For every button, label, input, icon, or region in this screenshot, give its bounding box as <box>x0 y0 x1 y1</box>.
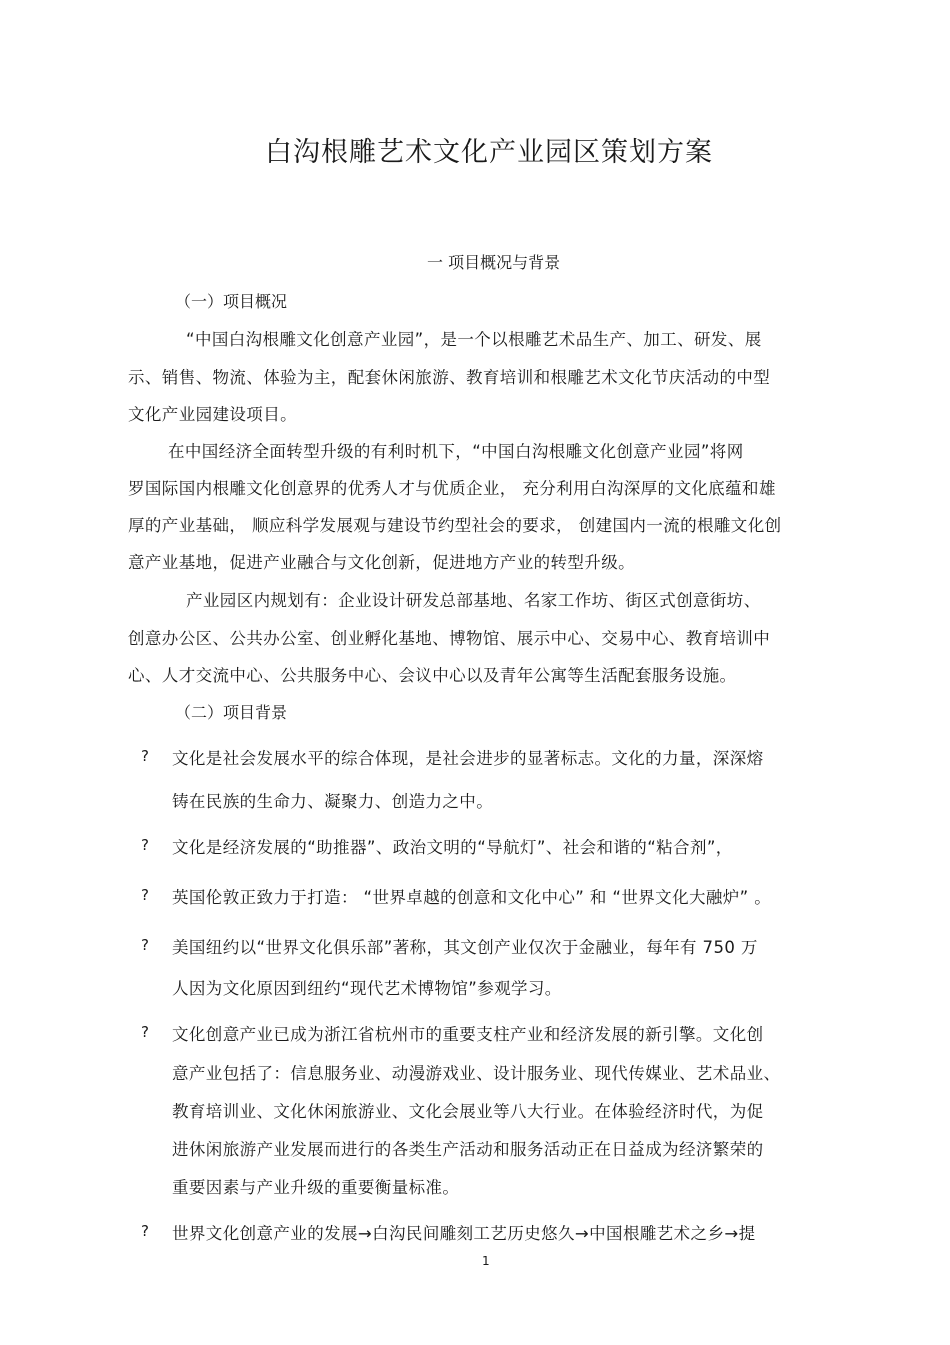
list-item-line: 铸在民族的生命力、凝聚力、创造力之中。 <box>172 792 494 811</box>
bullet-marker: ? <box>141 1023 149 1041</box>
paragraph-line: “中国白沟根雕文化创意产业园”，是一个以根雕艺术品生产、加工、研发、展 <box>186 330 762 349</box>
list-item-line: 进休闲旅游产业发展而进行的各类生产活动和服务活动正在日益成为经济繁荣的 <box>172 1140 764 1159</box>
subsection-heading-background: （二）项目背景 <box>175 703 288 722</box>
list-item-line: 世界文化创意产业的发展→白沟民间雕刻工艺历史悠久→中国根雕艺术之乡→提 <box>172 1224 756 1243</box>
list-item-line: 人因为文化原因到纽约“现代艺术博物馆”参观学习。 <box>172 979 562 998</box>
paragraph-line: 罗国际国内根雕文化创意界的优秀人才与优质企业， 充分利用白沟深厚的文化底蕴和雄 <box>128 479 776 498</box>
paragraph-line: 文化产业园建设项目。 <box>128 405 297 424</box>
list-item-line: 文化是社会发展水平的综合体现，是社会进步的显著标志。文化的力量，深深熔 <box>172 749 764 768</box>
paragraph-line: 意产业基地，促进产业融合与文化创新，促进地方产业的转型升级。 <box>128 553 635 572</box>
bullet-marker: ? <box>141 836 149 854</box>
list-item-line: 意产业包括了：信息服务业、动漫游戏业、设计服务业、现代传媒业、艺术品业、 <box>172 1064 781 1083</box>
paragraph-line: 产业园区内规划有：企业设计研发总部基地、名家工作坊、街区式创意街坊、 <box>186 591 761 610</box>
paragraph-line: 心、人才交流中心、公共服务中心、会议中心以及青年公寓等生活配套服务设施。 <box>128 666 737 685</box>
paragraph-line: 示、销售、物流、体验为主，配套休闲旅游、教育培训和根雕艺术文化节庆活动的中型 <box>128 368 771 387</box>
subsection-heading-overview: （一）项目概况 <box>175 292 288 311</box>
document-title: 白沟根雕艺术文化产业园区策划方案 <box>265 137 713 168</box>
section-heading: 一 项目概况与背景 <box>427 253 561 272</box>
list-item-line: 重要因素与产业升级的重要衡量标准。 <box>172 1178 460 1197</box>
paragraph-line: 厚的产业基础， 顺应科学发展观与建设节约型社会的要求， 创建国内一流的根雕文化创 <box>128 516 782 535</box>
list-item-line: 文化创意产业已成为浙江省杭州市的重要支柱产业和经济发展的新引擎。文化创 <box>172 1025 764 1044</box>
paragraph-line: 创意办公区、公共办公室、创业孵化基地、博物馆、展示中心、交易中心、教育培训中 <box>128 629 771 648</box>
list-item-line: 英国伦敦正致力于打造： “世界卓越的创意和文化中心” 和 “世界文化大融炉” 。 <box>172 888 772 907</box>
bullet-marker: ? <box>141 886 149 904</box>
bullet-marker: ? <box>141 1222 149 1240</box>
bullet-marker: ? <box>141 936 149 954</box>
page-number: 1 <box>482 1254 490 1268</box>
bullet-marker: ? <box>141 747 149 765</box>
list-item-line: 教育培训业、文化休闲旅游业、文化会展业等八大行业。在体验经济时代，为促 <box>172 1102 764 1121</box>
list-item-line: 美国纽约以“世界文化俱乐部”著称，其文创产业仅次于金融业，每年有 750 万 <box>172 938 758 957</box>
paragraph-line: 在中国经济全面转型升级的有利时机下，“中国白沟根雕文化创意产业园”将网 <box>168 442 744 461</box>
list-item-line: 文化是经济发展的“助推器”、政治文明的“导航灯”、社会和谐的“粘合剂”， <box>172 838 733 857</box>
